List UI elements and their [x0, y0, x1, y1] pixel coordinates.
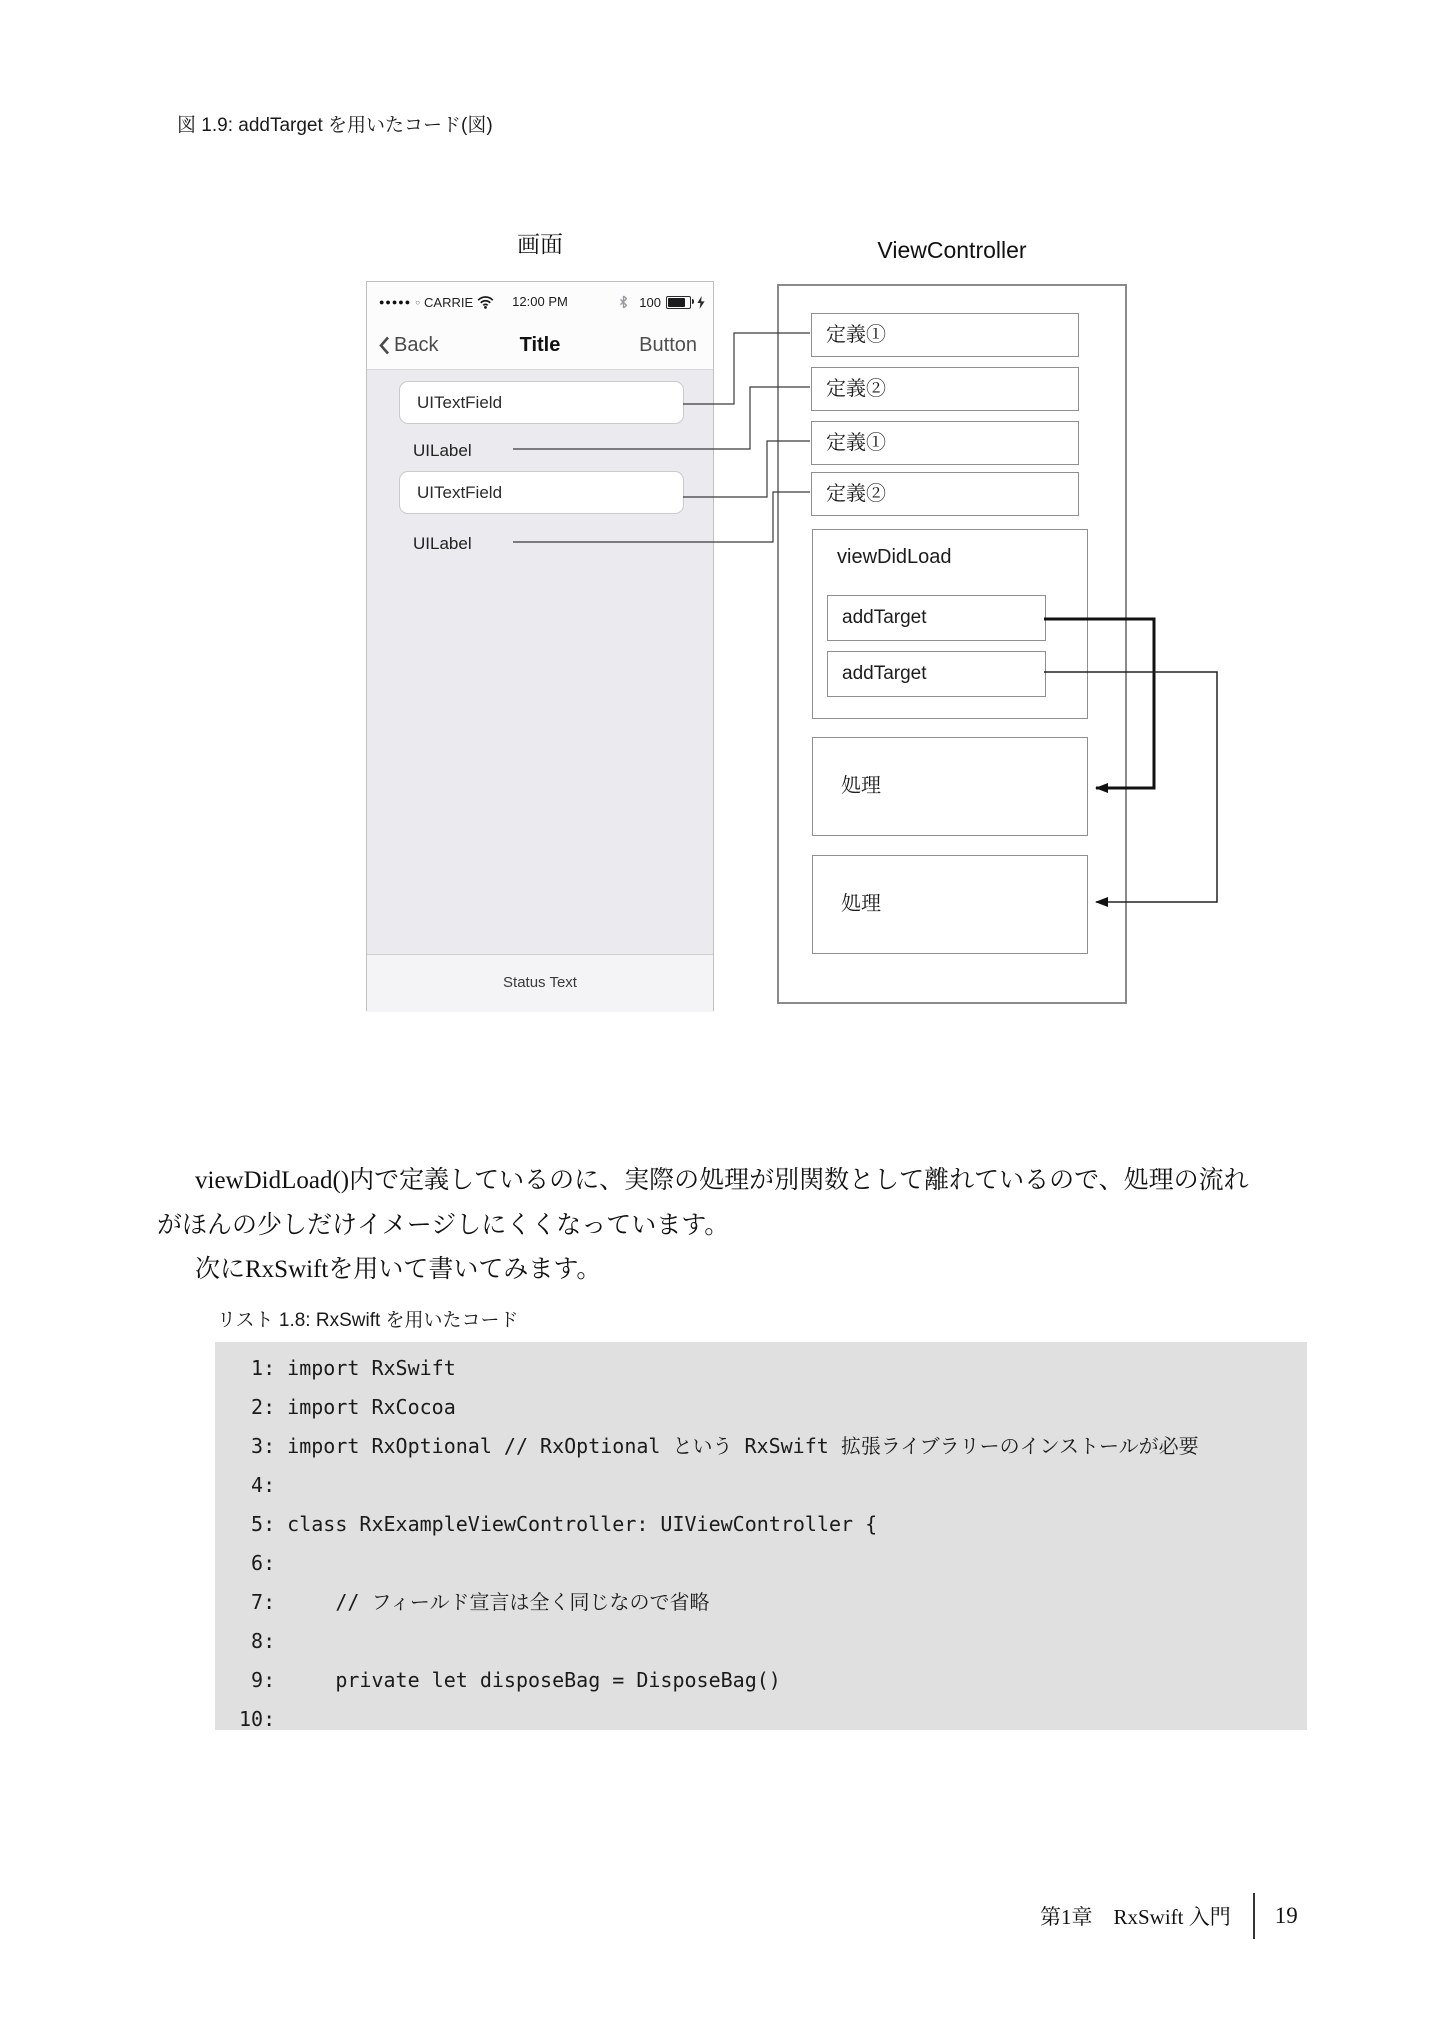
code-line: 1: import RxSwift [239, 1356, 456, 1380]
signal-dots-icon: ●●●●● [379, 297, 412, 307]
code-line: 9: private let disposeBag = DisposeBag() [239, 1668, 781, 1692]
body-paragraph-1-line-2: がほんの少しだけイメージしにくくなっています。 [157, 1212, 730, 1239]
phone-mockup [366, 281, 714, 1011]
carrier-label: CARRIE [424, 294, 474, 310]
code-line: 5: class RxExampleViewController: UIViewController { [239, 1512, 878, 1536]
addtarget-box-1: addTarget [827, 595, 1046, 641]
page-footer [1040, 1892, 1298, 1940]
viewcontroller-box [777, 284, 1127, 1004]
back-label: Back [394, 334, 439, 356]
nav-title: Title [519, 334, 561, 356]
bluetooth-icon [619, 295, 628, 309]
textfield-2: UITextField [399, 471, 684, 514]
code-line: 3: import RxOptional // RxOptional という RxSwift 拡張ライブラリーのインストールが必要 [239, 1434, 1199, 1458]
textfield-1: UITextField [399, 381, 684, 424]
body-paragraph-2: 次にRxSwiftを用いて書いてみます。 [195, 1256, 602, 1283]
handler-box-2: 処理 [812, 855, 1088, 954]
status-text-bar: Status Text [367, 954, 713, 1012]
footer-chapter-title: 第1章 RxSwift 入門 [1040, 1905, 1231, 1929]
status-bar [367, 282, 713, 322]
code-line: 8: [239, 1629, 276, 1653]
code-line: 4: [239, 1473, 276, 1497]
code-line: 2: import RxCocoa [239, 1395, 456, 1419]
viewdidload-label: viewDidLoad [837, 546, 952, 568]
battery-percent-label: 100 [639, 294, 661, 310]
body-paragraph-1-line-1: viewDidLoad()内で定義しているのに、実際の処理が別関数として離れているので、処理の流れ [195, 1167, 1249, 1194]
footer-page-number: 19 [1274, 1903, 1298, 1928]
figure-caption: 図 1.9: addTarget を用いたコード(図) [177, 115, 493, 136]
code-line: 6: [239, 1551, 276, 1575]
definition-box-1: 定義① [811, 313, 1079, 357]
signal-empty-dot-icon: ○ [415, 297, 421, 307]
footer-divider [1253, 1893, 1255, 1939]
viewcontroller-diagram-title: ViewController [877, 237, 1027, 263]
listing-caption: リスト 1.8: RxSwift を用いたコード [217, 1310, 519, 1331]
screen-diagram-title: 画面 [517, 231, 563, 257]
addtarget-box-2: addTarget [827, 651, 1046, 697]
definition-box-2: 定義② [811, 367, 1079, 411]
charging-bolt-icon [697, 296, 705, 309]
definition-box-3: 定義① [811, 421, 1079, 465]
nav-bar [367, 322, 713, 369]
uilabel-1: UILabel [413, 441, 472, 460]
viewdidload-box [812, 529, 1088, 719]
code-line: 10: [239, 1707, 276, 1731]
code-line: 7: // フィールド宣言は全く同じなので省略 [239, 1590, 710, 1614]
code-block [215, 1342, 1307, 1730]
status-bar-time: 12:00 PM [512, 294, 568, 309]
definition-box-4: 定義② [811, 472, 1079, 516]
status-bar-right [619, 282, 705, 322]
nav-button: Button [639, 334, 697, 356]
uilabel-2: UILabel [413, 534, 472, 553]
battery-icon [666, 296, 691, 309]
handler-box-1: 処理 [812, 737, 1088, 836]
